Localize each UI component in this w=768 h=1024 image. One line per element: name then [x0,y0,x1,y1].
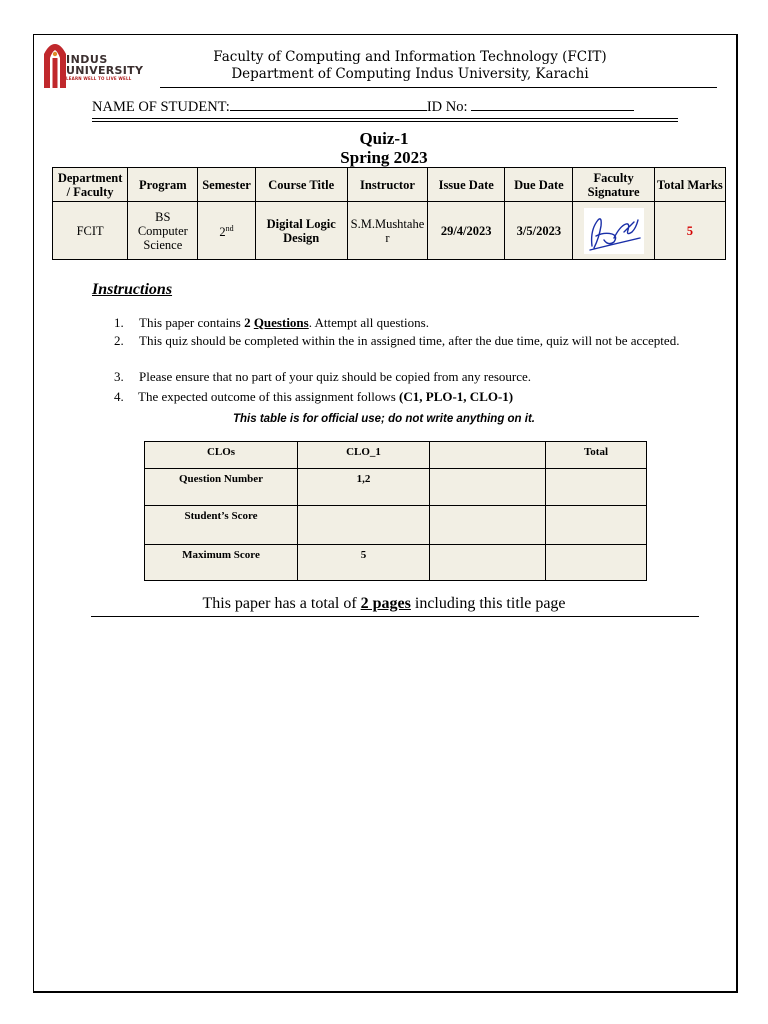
header-instructor: Instructor [347,168,427,202]
instruction-num: 2. [114,333,124,348]
logo-university-text: UNIVERSITY [66,64,144,77]
student-name-field[interactable] [230,96,427,111]
clo-cell: Student’s Score [145,506,298,545]
clo-row [145,442,647,469]
cell-total-marks: 5 [654,202,725,260]
instruction-text-part: This paper contains [139,315,245,330]
footer-bold-part: 2 pages [360,595,411,612]
cell-program: BS Computer Science [128,202,198,260]
course-info-table [52,167,726,260]
student-name-label: NAME OF STUDENT: [92,99,230,115]
cell-course-title: Digital Logic Design [255,202,347,260]
clo-row [145,545,647,581]
instruction-item-2 [114,332,698,368]
cell-department: FCIT [53,202,128,260]
semester-suffix: nd [225,223,234,233]
official-use-note: This table is for official use; do not write anything on it. [233,413,535,425]
instruction-item-1 [114,314,698,332]
clo-cell: Maximum Score [145,545,298,581]
clo-cell: Question Number [145,469,298,506]
instruction-text [139,314,698,332]
footer-text-part: This paper has a total of [202,595,361,612]
page-count-note [0,595,768,613]
clo-cell [430,442,546,469]
header-department: Department / Faculty [53,168,128,202]
clo-cell [546,469,647,506]
clo-cell: 1,2 [298,469,430,506]
logo-tagline: LEARN WELL TO LIVE WELL [66,76,132,81]
instruction-item-4 [114,388,698,406]
instruction-num: 4. [114,389,124,404]
instruction-text: Please ensure that no part of your quiz should be copied from any resource. [139,369,532,384]
semester-number: 2 [219,225,226,240]
instruction-bold-part: 2 [244,315,254,330]
clo-cell [430,545,546,581]
signature-image [584,208,644,254]
header-due-date: Due Date [505,168,573,202]
student-info-row [92,96,634,116]
clo-row [145,469,647,506]
cell-issue-date: 29/4/2023 [428,202,505,260]
logo-indus-text: INDUS [66,53,108,66]
clo-cell [298,506,430,545]
quiz-title: Quiz-1 [359,129,409,148]
header-course-title: Course Title [255,168,347,202]
clo-cell: Total [546,442,647,469]
double-rule-bottom [92,121,678,122]
clo-cell [430,469,546,506]
clo-cell [546,506,647,545]
course-info-header-row [53,168,726,202]
cell-instructor: S.M.Mushtaher [347,202,427,260]
clo-cell [546,545,647,581]
university-logo [40,42,162,94]
cell-due-date: 3/5/2023 [505,202,573,260]
cell-faculty-signature [573,202,654,260]
instruction-item-3 [114,368,698,386]
course-info-data-row [53,202,726,260]
instruction-bold-part: (C1, PLO-1, CLO-1) [399,389,514,404]
student-id-field[interactable] [471,96,634,111]
clo-cell [430,506,546,545]
cell-semester [198,202,255,260]
faculty-heading: Faculty of Computing and Information Technology (FCIT) [213,49,607,65]
instructions-heading: Instructions [92,281,173,298]
instruction-text-part: The expected outcome of this assignment follows [138,389,400,404]
clo-cell: CLO_1 [298,442,430,469]
clo-table [144,441,647,581]
instruction-num: 1. [114,315,124,330]
instruction-underlined-part: Questions [253,315,309,330]
header-rule [160,87,717,88]
footer-text-part: including this title page [410,595,566,612]
double-rule-top [92,118,678,119]
instruction-text [138,388,697,406]
header-semester: Semester [198,168,255,202]
header-program: Program [128,168,198,202]
quiz-term: Spring 2023 [340,148,428,167]
department-heading: Department of Computing Indus University, Karachi [231,66,589,82]
header-faculty-signature: Faculty Signature [573,168,654,202]
header-total-marks: Total Marks [654,168,725,202]
instruction-text: This quiz should be completed within the in assigned time, after the due time, quiz will not be accepted. [139,333,680,348]
instruction-num: 3. [114,369,124,384]
header-issue-date: Issue Date [428,168,505,202]
clo-cell: 5 [298,545,430,581]
student-id-label: ID No: [426,99,468,115]
clo-cell: CLOs [145,442,298,469]
footer-rule [91,616,699,617]
clo-row [145,506,647,545]
instruction-text-part: . Attempt all questions. [308,315,429,330]
